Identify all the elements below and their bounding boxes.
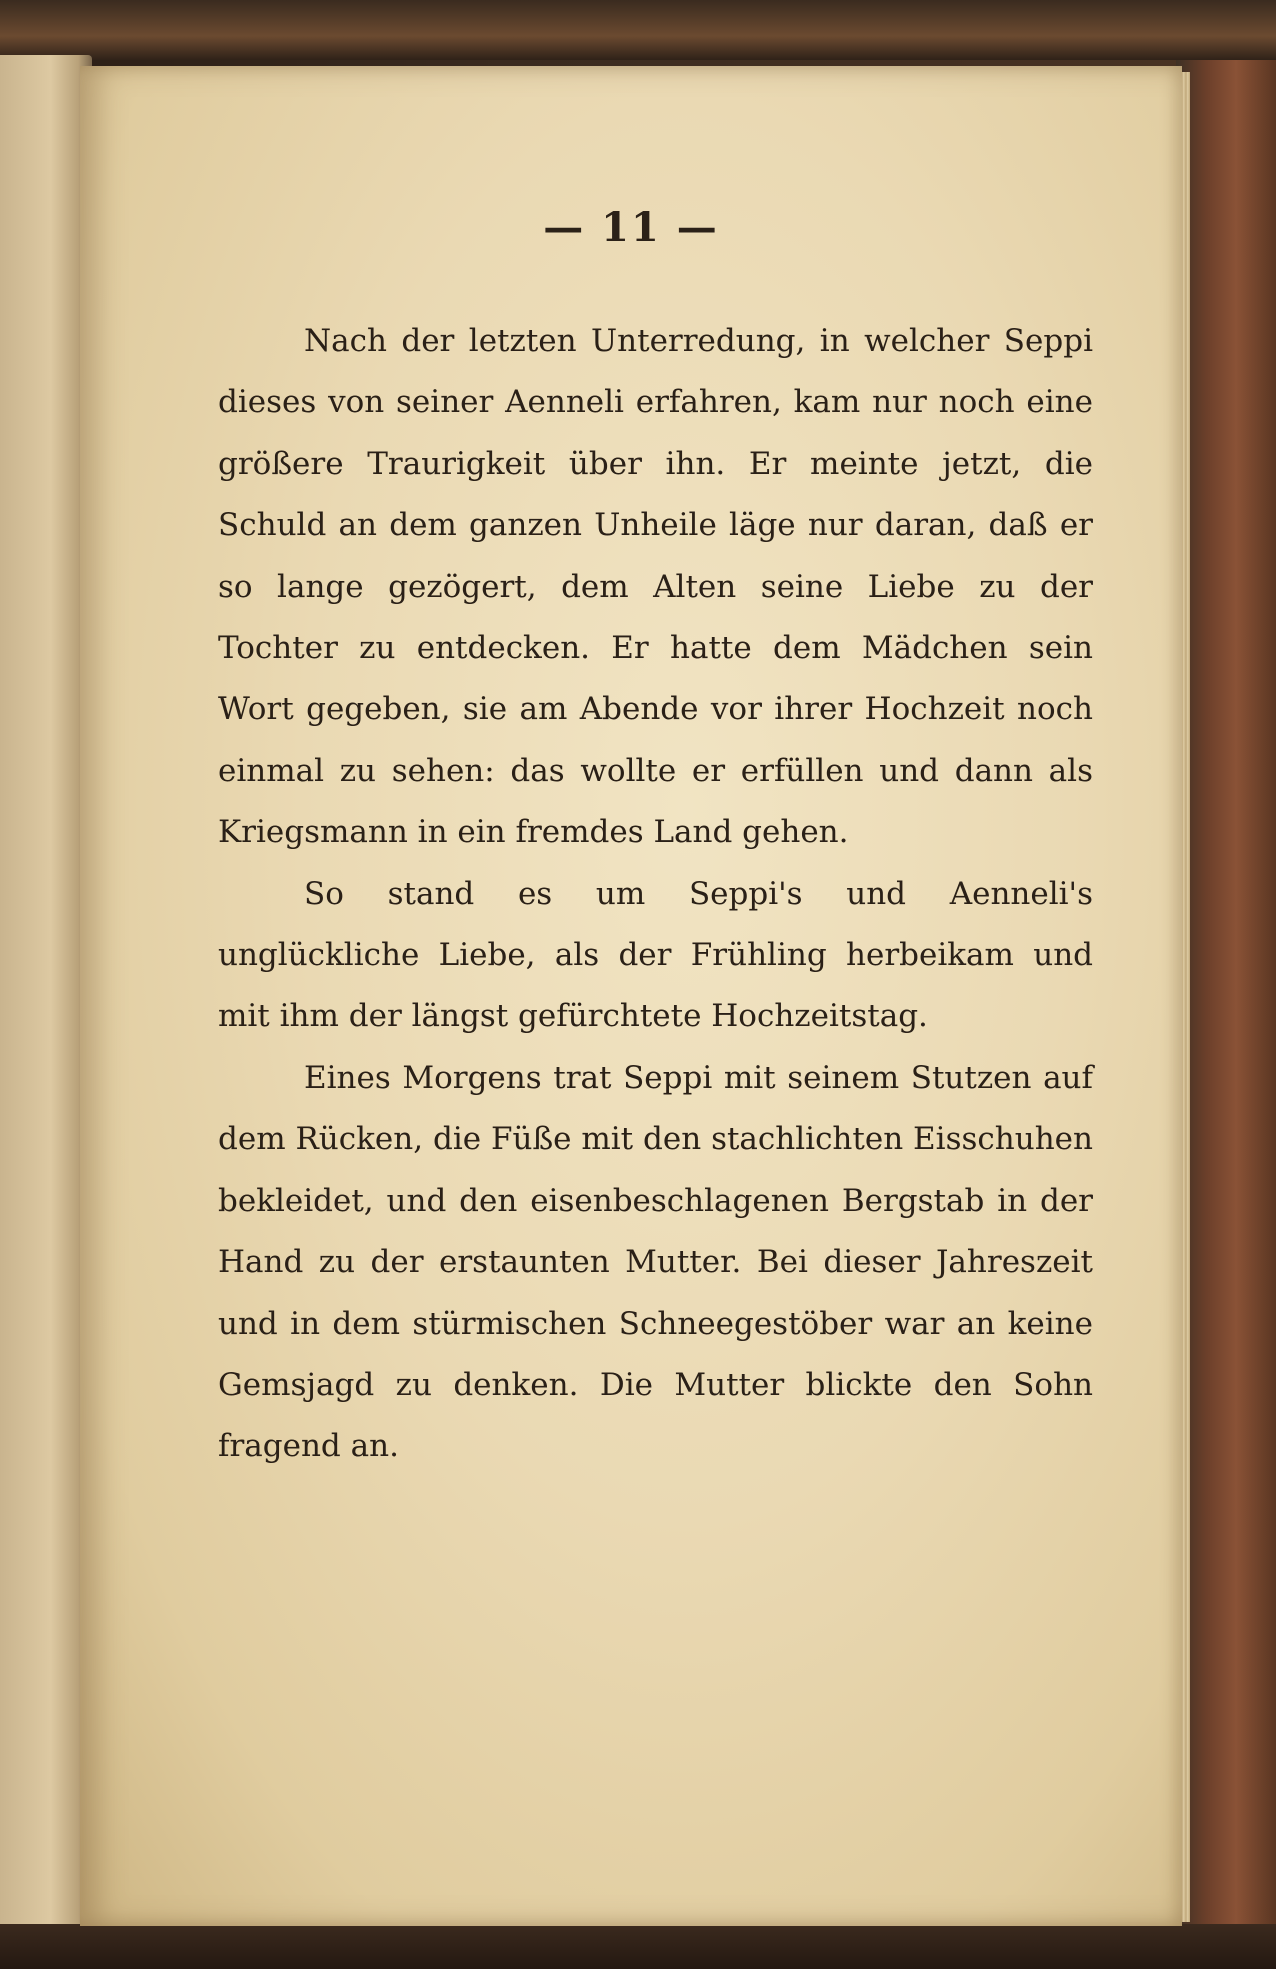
paragraph-1: Nach der letzten Unterredung, in welcher Seppi dieses von seiner Aenneli erfahren, kam nur noch eine größere Traurigkeit über ihn. Er meinte jetzt, die Schuld an dem ganzen Unheile läge nur daran, daß er so lange gezögert, dem Alten seine Liebe zu der Tochter zu entdecken. Er hatte dem Mädchen sein Wort gegeben, sie am Abende vor ihrer Hochzeit noch einmal zu sehen: das wollte er erfüllen und dann als Kriegsmann in ein fremdes Land gehen. [218, 323, 1093, 851]
left-page-edge [0, 55, 92, 1935]
paragraph-3: Eines Morgens trat Seppi mit seinem Stutzen auf dem Rücken, die Füße mit den stachlichten Eisschuhen bekleidet, und den eisenbeschlagenen Bergstab in der Hand zu der erstaunten Mutter. Bei dieser Jahreszeit und in dem stürmischen Schneegestöber war an keine Gemsjagd zu denken. Die Mutter blickte den Sohn fragend an. [218, 1059, 1093, 1465]
book-cover-bottom [0, 1924, 1276, 1969]
book-page [80, 66, 1182, 1926]
page-number: — 11 — [543, 204, 719, 251]
page-text [218, 311, 1093, 1478]
book-cover-right [1176, 60, 1276, 1940]
paragraph-2: So stand es um Seppi's und Aenneli's unglückliche Liebe, als der Frühling herbeikam und mit ihm der längst gefürchtete Hochzeitstag. [218, 875, 1093, 1035]
book-spine-top [0, 0, 1276, 60]
